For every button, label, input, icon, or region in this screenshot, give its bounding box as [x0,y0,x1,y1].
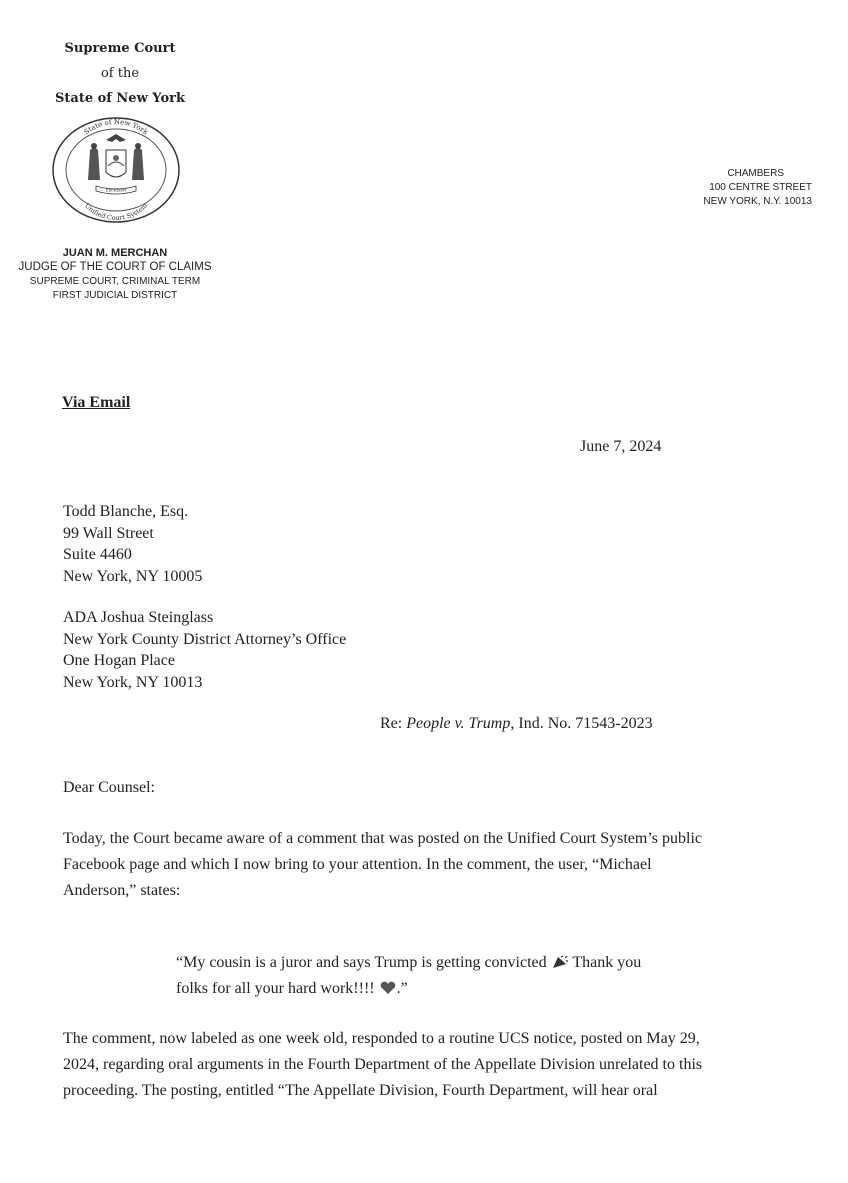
paragraph-line: The comment, now labeled as one week old, responded to a routine UCS notice, posted on May 29, [63,1030,700,1047]
quote-text: .” [396,980,408,997]
re-case-name: People v. Trump [406,715,511,732]
heart-icon [379,981,397,995]
chambers-street: 100 CENTRE STREET [709,182,812,193]
chambers-address [592,167,812,209]
re-line [380,715,653,733]
recipient-2-line: One Hogan Place [63,652,175,669]
recipient-2-line: ADA Joshua Steinglass [63,609,214,626]
chambers-city: NEW YORK, N.Y. 10013 [703,196,812,207]
paragraph-line: Today, the Court became aware of a comment that was posted on the Unified Court System’s public [63,830,703,847]
recipient-address-2 [63,607,346,693]
recipient-1-line: Suite 4460 [63,546,132,563]
court-title [40,36,200,111]
party-popper-icon [551,955,569,969]
chambers-label: CHAMBERS [727,168,784,179]
recipient-address-1 [63,501,202,587]
paragraph-2 [63,1026,823,1104]
judge-name: JUAN M. MERCHAN [62,247,168,259]
paragraph-line: 2024, regarding oral arguments in the Fourth Department of the Appellate Division unrelated to this [63,1056,703,1073]
judge-term: SUPREME COURT, CRIMINAL TERM [29,276,201,287]
quoted-comment [176,950,736,1002]
via-email-heading: Via Email [62,394,131,411]
recipient-1-line: New York, NY 10005 [63,567,203,585]
quote-text: folks for all your hard work!!!! [176,980,379,997]
letter-date: June 7, 2024 [580,438,662,455]
seal-motto: Excelsior [105,188,127,194]
paragraph-1 [63,826,823,904]
court-title-line-1: Supreme Court [64,41,176,56]
re-suffix: , Ind. No. 71543-2023 [510,715,653,732]
quote-text: “My cousin is a juror and says Trump is getting convicted [176,954,551,971]
recipient-1-line: 99 Wall Street [63,524,154,542]
judge-title: JUDGE OF THE COURT OF CLAIMS [18,261,212,273]
seal-top-text: State of New York [82,117,150,137]
judge-district: FIRST JUDICIAL DISTRICT [52,290,178,301]
paragraph-line: Facebook page and which I now bring to your attention. In the comment, the user, “Michael [63,856,652,873]
court-title-line-3: State of New York [55,91,185,106]
seal-bottom-text: Unified Court System [82,201,150,223]
quote-text: Thank you [568,954,642,971]
judge-block [0,246,230,303]
state-seal-icon [50,116,182,224]
recipient-2-line: New York, NY 10013 [63,673,203,691]
salutation: Dear Counsel: [63,779,155,796]
recipient-2-line: New York County District Attorney’s Office [63,630,347,648]
paragraph-line: Anderson,” states: [63,882,181,899]
recipient-1-line: Todd Blanche, Esq. [63,503,189,520]
re-prefix: Re: [380,715,407,732]
court-title-line-2: of the [100,66,140,81]
paragraph-line: proceeding. The posting, entitled “The Appellate Division, Fourth Department, will hear oral [63,1082,658,1099]
